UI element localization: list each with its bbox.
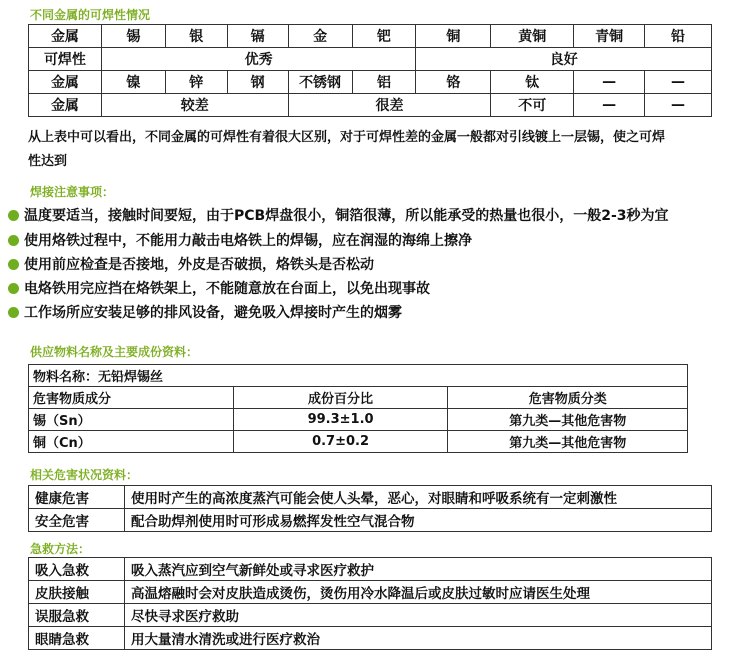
first-aid-title: 急救方法： — [30, 542, 91, 556]
table-cell: 锡 — [101, 25, 165, 48]
table-row — [29, 486, 712, 509]
bullet-dot-icon — [8, 259, 19, 270]
table-cell: 钯 — [352, 25, 416, 48]
table-cell: 良好 — [416, 48, 712, 71]
note-text: 使用前应检查是否接地，外皮是否破损，烙铁头是否松动 — [24, 257, 374, 273]
table-cell: — — [645, 94, 712, 117]
table-cell: — — [574, 71, 645, 94]
table-cell: 铝 — [352, 71, 416, 94]
table-row — [29, 409, 688, 431]
table-cell: 99.3±1.0 — [233, 409, 448, 431]
table-row — [29, 94, 712, 117]
table-cell: 0.7±0.2 — [233, 431, 448, 453]
table-cell: 安全危害 — [29, 509, 125, 532]
table-cell: 吸入急救 — [29, 558, 125, 581]
note-text: 工作场所应安装足够的排风设备，避免吸入焊接时产生的烟雾 — [24, 305, 402, 321]
table-cell: 镉 — [227, 25, 288, 48]
note-item — [8, 230, 472, 250]
bullet-dot-icon — [8, 210, 19, 221]
column-header: 成份百分比 — [233, 387, 448, 409]
table-cell: 镍 — [101, 71, 165, 94]
bullet-dot-icon — [8, 283, 19, 294]
table-row — [29, 71, 712, 94]
table-cell: 铜 — [416, 25, 491, 48]
table-cell: 配合助焊剂使用时可形成易燃挥发性空气混合物 — [125, 509, 712, 532]
table-cell: 可焊性 — [29, 48, 102, 71]
note-item — [8, 302, 402, 322]
column-header: 危害物质分类 — [448, 387, 688, 409]
table-cell: 高温熔融时会对皮肤造成烫伤，烫伤用冷水降温后或皮肤过敏时应请医生处理 — [125, 581, 712, 604]
material-name: 物料名称：无铅焊锡丝 — [29, 365, 688, 387]
table-cell: 第九类—其他危害物 — [448, 409, 688, 431]
weldability-table — [28, 24, 712, 117]
notes-title: 焊接注意事项： — [30, 185, 115, 199]
table-cell: 误服急救 — [29, 604, 125, 627]
table-row — [29, 509, 712, 532]
table-cell: — — [574, 94, 645, 117]
summary-line-2: 性达到 — [28, 154, 68, 169]
table-cell: 吸入蒸汽应到空气新鲜处或寻求医疗救护 — [125, 558, 712, 581]
table-row — [29, 581, 712, 604]
table-row — [29, 431, 688, 453]
table-cell: 不可 — [491, 94, 574, 117]
note-item — [8, 205, 669, 225]
table-cell: — — [645, 71, 712, 94]
table-cell: 金属 — [29, 94, 102, 117]
table-row — [29, 558, 712, 581]
materials-title: 供应物料名称及主要成份资料： — [30, 345, 199, 359]
note-item — [8, 254, 374, 274]
table-cell: 眼睛急救 — [29, 627, 125, 650]
table-cell: 锡（Sn） — [29, 409, 234, 431]
note-text: 温度要适当，接触时间要短，由于PCB焊盘很小，铜箔很薄，所以能承受的热量也很小，一般2-3秒为宜 — [24, 208, 669, 224]
note-text: 电烙铁用完应挡在烙铁架上，不能随意放在台面上，以免出现事故 — [24, 281, 430, 297]
materials-table — [28, 364, 688, 453]
table-row — [29, 387, 688, 409]
table-cell: 第九类—其他危害物 — [448, 431, 688, 453]
table-cell: 银 — [165, 25, 227, 48]
table-cell: 健康危害 — [29, 486, 125, 509]
first-aid-table — [28, 557, 712, 650]
table-cell: 金属 — [29, 71, 102, 94]
table-cell: 青铜 — [574, 25, 645, 48]
table-cell: 钢 — [227, 71, 288, 94]
table-cell: 使用时产生的高浓度蒸汽可能会使人头晕，恶心，对眼睛和呼吸系统有一定刺激性 — [125, 486, 712, 509]
table-cell: 铜（Cn） — [29, 431, 234, 453]
table-cell: 锌 — [165, 71, 227, 94]
table-row — [29, 627, 712, 650]
table-cell: 钛 — [491, 71, 574, 94]
bullet-dot-icon — [8, 307, 19, 318]
column-header: 危害物质成分 — [29, 387, 234, 409]
note-item — [8, 278, 430, 298]
hazards-table — [28, 485, 712, 532]
summary-line-1: 从上表中可以看出，不同金属的可焊性有着很大区别，对于可焊性差的金属一般都对引线镀上一层锡，使之可焊 — [28, 130, 666, 145]
table-cell: 金属 — [29, 25, 102, 48]
table-cell: 金 — [288, 25, 352, 48]
table-cell: 较差 — [101, 94, 288, 117]
weld-section-title: 不同金属的可焊性情况 — [30, 8, 151, 22]
table-cell: 不锈钢 — [288, 71, 352, 94]
table-row — [29, 25, 712, 48]
table-cell: 皮肤接触 — [29, 581, 125, 604]
table-row — [29, 365, 688, 387]
bullet-dot-icon — [8, 235, 19, 246]
table-row — [29, 48, 712, 71]
table-cell: 尽快寻求医疗救助 — [125, 604, 712, 627]
table-cell: 很差 — [288, 94, 491, 117]
table-cell: 铬 — [416, 71, 491, 94]
table-cell: 铅 — [645, 25, 712, 48]
hazards-title: 相关危害状况资料： — [30, 468, 139, 482]
table-cell: 优秀 — [101, 48, 416, 71]
table-row — [29, 604, 712, 627]
table-cell: 用大量清水清洗或进行医疗救治 — [125, 627, 712, 650]
note-text: 使用烙铁过程中，不能用力敲击电烙铁上的焊锡，应在润湿的海绵上擦净 — [24, 233, 472, 249]
table-cell: 黄铜 — [491, 25, 574, 48]
